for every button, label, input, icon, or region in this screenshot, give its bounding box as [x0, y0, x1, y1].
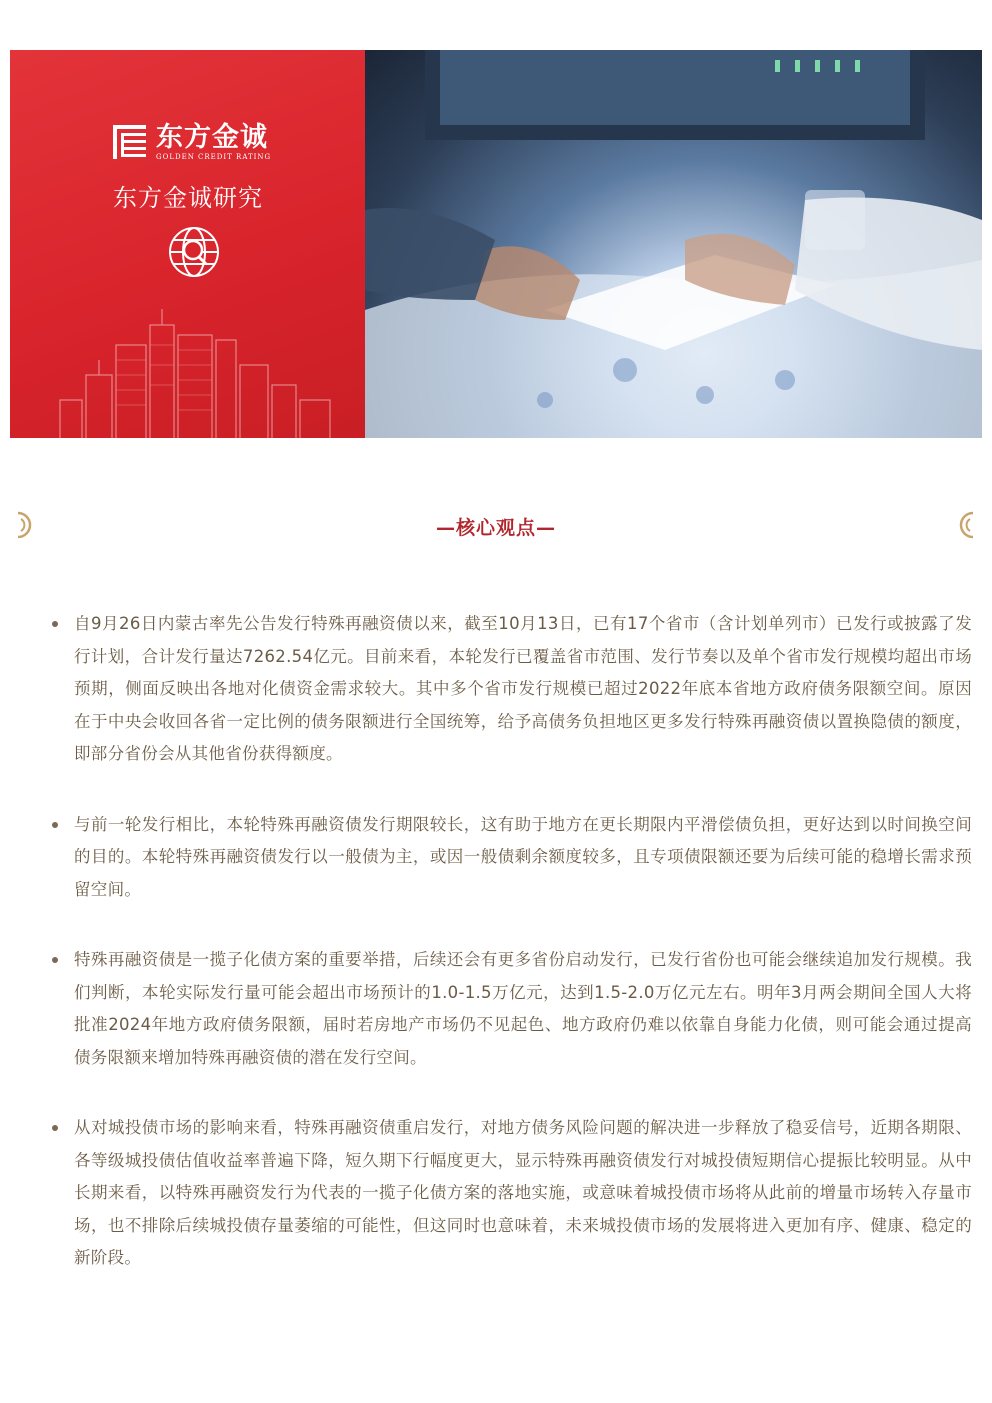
globe-magnifier-icon: [166, 224, 222, 280]
bullet-dot-icon: [52, 957, 58, 963]
brand-name: 东方金诚: [156, 121, 268, 153]
banner-red-panel: [10, 50, 365, 438]
bullet-dot-icon: [52, 822, 58, 828]
brand-logo-icon: [112, 123, 148, 161]
core-views-header: [0, 505, 992, 545]
list-item: [50, 809, 972, 907]
header-banner: [10, 50, 982, 438]
point-text: 与前一轮发行相比，本轮特殊再融资债发行期限较长，这有助于地方在更长期限内平滑偿债负担，更好达到以时间换空间的目的。本轮特殊再融资债发行以一般债为主，或因一般债剩余额度较多，且专项债限额还要为后续可能的稳增长需求预留空间。: [74, 814, 972, 899]
core-points-list: [50, 608, 972, 1275]
brand-logo: [112, 122, 271, 162]
city-skyline: [50, 305, 350, 438]
right-ornament-icon: [955, 509, 977, 541]
list-item: [50, 608, 972, 771]
brand-name-en: GOLDEN CREDIT RATING: [156, 152, 272, 161]
bullet-dot-icon: [52, 1125, 58, 1131]
research-title: 东方金诚研究: [113, 184, 263, 212]
list-item: [50, 944, 972, 1074]
point-text: 特殊再融资债是一揽子化债方案的重要举措，后续还会有更多省份启动发行，已发行省份也可能会继续追加发行规模。我们判断，本轮实际发行量可能会超出市场预计的1.0-1.5万亿元，达到1.5-2.0万亿元左右。明年3月两会期间全国人大将批准2024年地方政府债务限额，届时若房地产市场仍不见起色、地方政府仍难以依靠自身能力化债，则可能会通过提高债务限额来增加特殊再融资债的潜在发行空间。: [74, 950, 972, 1067]
bullet-dot-icon: [52, 621, 58, 627]
banner-photo: [365, 50, 982, 438]
point-text: 自9月26日内蒙古率先公告发行特殊再融资债以来，截至10月13日，已有17个省市（含计划单列市）已发行或披露了发行计划，合计发行量达7262.54亿元。目前来看，本轮发行已覆盖省市范围、发行节奏以及单个省市发行规模均超出市场预期，侧面反映出各地对化债资金需求较大。其中多个省市发行规模已超过2022年底本省地方政府债务限额空间。原因在于中央会收回各省一定比例的债务限额进行全国统筹，给予高债务负担地区更多发行特殊再融资债以置换隐债的额度，即部分省份会从其他省份获得额度。: [74, 614, 972, 763]
desk-photo: [365, 50, 982, 438]
section-title: —核心观点—: [435, 517, 556, 539]
list-item: [50, 1112, 972, 1275]
point-text: 从对城投债市场的影响来看，特殊再融资债重启发行，对地方债务风险问题的解决进一步释放了稳妥信号，近期各期限、各等级城投债估值收益率普遍下降，短久期下行幅度更大，显示特殊再融资债发行对城投债短期信心提振比较明显。从中长期来看，以特殊再融资发行为代表的一揽子化债方案的落地实施，或意味着城投债市场将从此前的增量市场转入存量市场，也不排除后续城投债存量萎缩的可能性，但这同时也意味着，未来城投债市场的发展将进入更加有序、健康、稳定的新阶段。: [74, 1118, 972, 1267]
